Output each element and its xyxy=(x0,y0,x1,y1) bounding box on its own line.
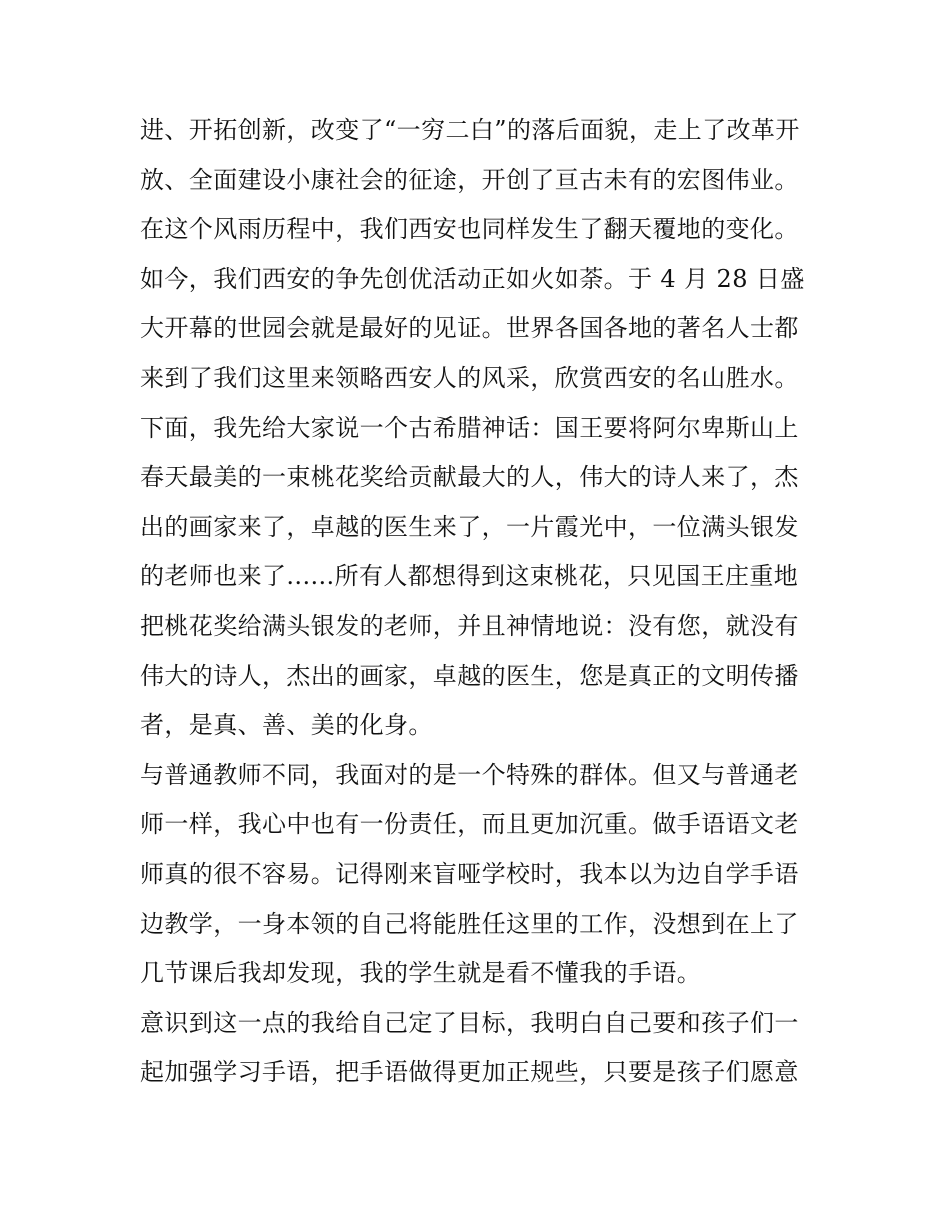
text-line: 伟大的诗人，杰出的画家，卓越的医生，您是真正的文明传播 xyxy=(140,661,799,690)
text-line: 边教学，一身本领的自己将能胜任这里的工作，没想到在上了 xyxy=(140,909,799,938)
text-line: 几节课后我却发现，我的学生就是看不懂我的手语。 xyxy=(140,959,702,988)
text-line: 大开幕的世园会就是最好的见证。世界各国各地的著名人士都 xyxy=(140,314,799,343)
text-line: 来到了我们这里来领略西安人的风采，欣赏西安的名山胜水。 xyxy=(140,363,799,392)
text-line: 师一样，我心中也有一份责任，而且更加沉重。做手语语文老 xyxy=(140,810,799,839)
text-line: 下面，我先给大家说一个古希腊神话：国王要将阿尔卑斯山上 xyxy=(140,413,799,442)
text-line: 进、开拓创新，改变了“一穷二白”的落后面貌，走上了改革开 xyxy=(140,116,800,144)
text-line: 的老师也来了......所有人都想得到这束桃花，只见国王庄重地 xyxy=(140,562,799,591)
text-line: 放、全面建设小康社会的征途，开创了亘古未有的宏图伟业。 xyxy=(140,165,799,194)
text-line: 者，是真、善、美的化身。 xyxy=(140,711,433,740)
text-line: 意识到这一点的我给自己定了目标，我明白自己要和孩子们一 xyxy=(140,1008,799,1037)
text-line: 师真的很不容易。记得刚来盲哑学校时，我本以为边自学手语 xyxy=(140,859,799,888)
text-line: 与普通教师不同，我面对的是一个特殊的群体。但又与普通老 xyxy=(140,760,799,789)
text-line: 出的画家来了，卓越的医生来了，一片霞光中，一位满头银发 xyxy=(140,512,799,541)
text-line: 在这个风雨历程中，我们西安也同样发生了翻天覆地的变化。 xyxy=(140,215,799,244)
text-line: 把桃花奖给满头银发的老师，并且神情地说：没有您，就没有 xyxy=(140,611,799,640)
document-body xyxy=(140,106,830,1098)
text-line: 如今，我们西安的争先创优活动正如火如荼。于 4 月 28 日盛 xyxy=(140,264,805,293)
text-line: 春天最美的一束桃花奖给贡献最大的人，伟大的诗人来了，杰 xyxy=(140,463,799,492)
text-line: 起加强学习手语，把手语做得更加正规些，只要是孩子们愿意 xyxy=(140,1058,799,1087)
